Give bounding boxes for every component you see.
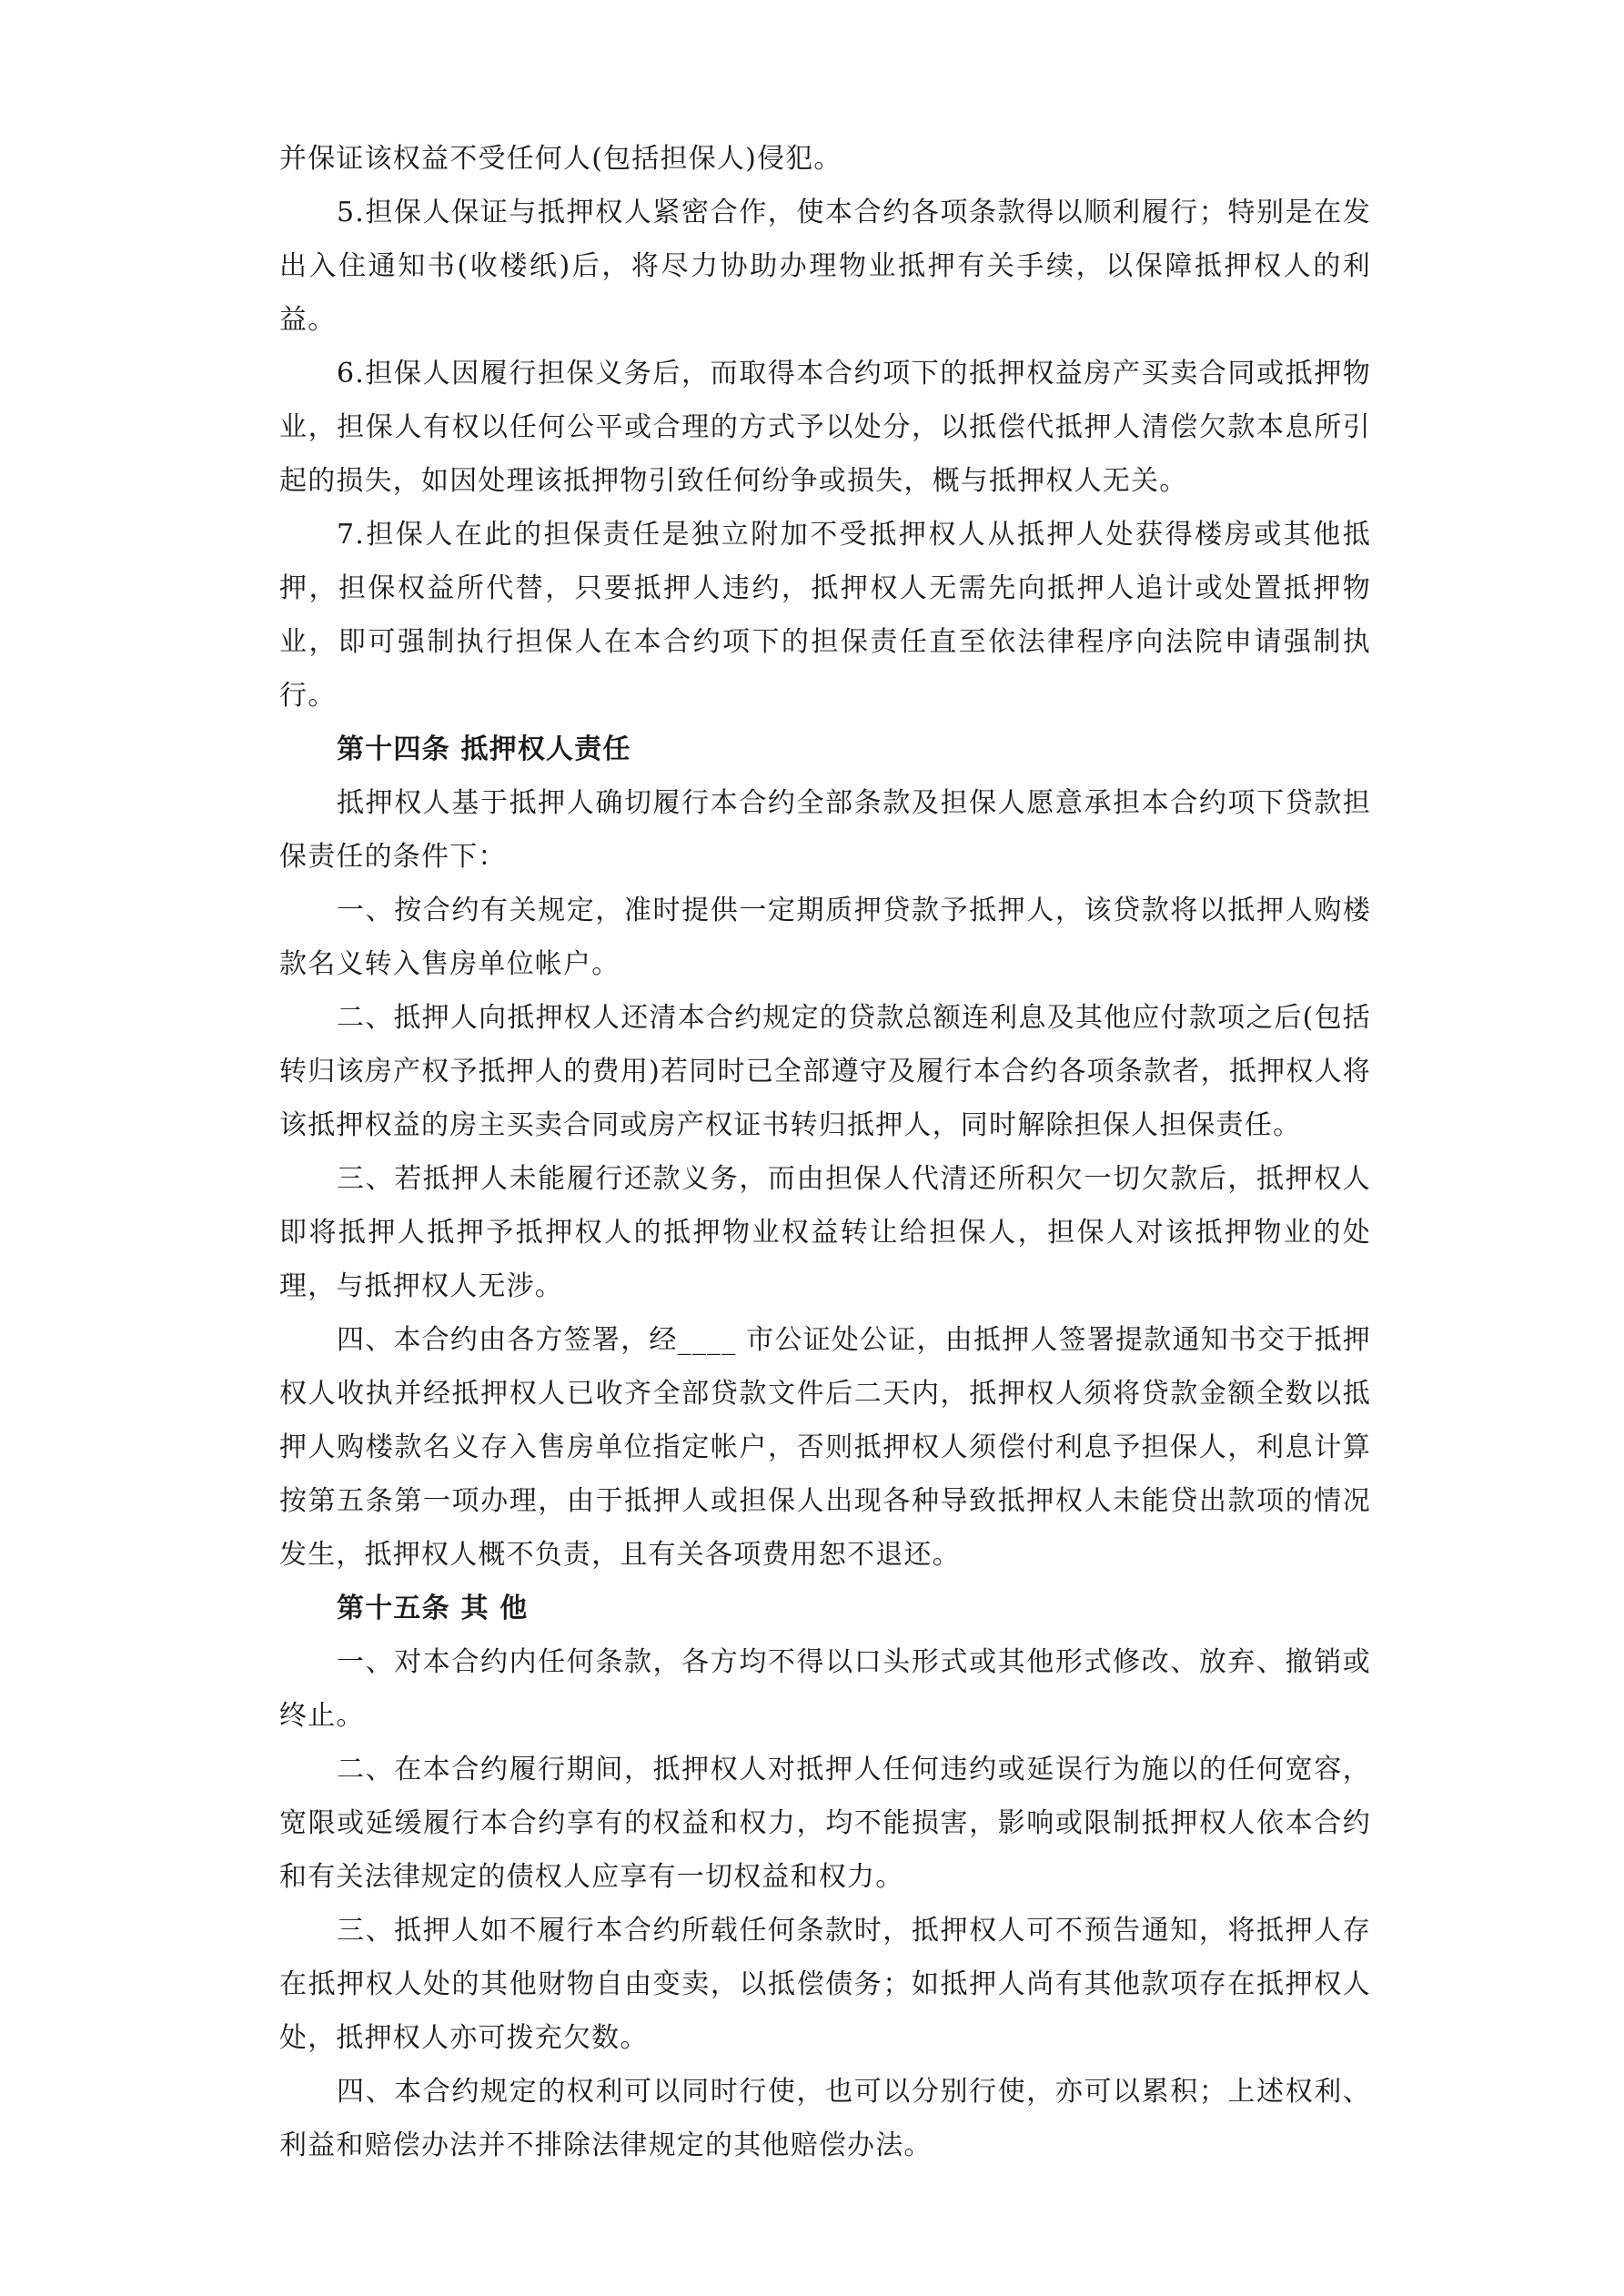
paragraph-clause-5: 5.担保人保证与抵押权人紧密合作，使本合约各项条款得以顺利履行；特别是在发出入住通知书(收楼纸)后，将尽力协助办理物业抵押有关手续，以保障抵押权人的利益。 [279, 197, 1371, 336]
article-15-item-4: 四、本合约规定的权利可以同时行使，也可以分别行使，亦可以累积；上述权利、利益和赔偿办法并不排除法律规定的其他赔偿办法。 [279, 2076, 1371, 2161]
article-15-item-1: 一、对本合约内任何条款，各方均不得以口头形式或其他形式修改、放弃、撤销或终止。 [279, 1646, 1371, 1732]
article-14-intro: 抵押权人基于抵押人确切履行本合约全部条款及担保人愿意承担本合约项下贷款担保责任的条件下： [279, 787, 1371, 873]
article-15-item-3: 三、抵押人如不履行本合约所载任何条款时，抵押权人可不预告通知，将抵押人存在抵押权人处的其他财物自由变卖，以抵偿债务；如抵押人尚有其他款项存在抵押权人处，抵押权人亦可拨充欠数。 [279, 1915, 1371, 2054]
article-14-item-1: 一、按合约有关规定，准时提供一定期质押贷款予抵押人，该贷款将以抵押人购楼款名义转入售房单位帐户。 [279, 895, 1371, 980]
article-14-item-4: 四、本合约由各方签署，经____ 市公证处公证，由抵押人签署提款通知书交于抵押权人收执并经抵押权人已收齐全部贷款文件后二天内，抵押权人须将贷款金额全数以抵押人购楼款名义存入售房单位指定帐户，否则抵押权人须偿付利息予担保人，利息计算按第五条第一项办理，由于抵押人或担保人出现各种导致抵押权人未能贷出款项的情况发生，抵押权人概不负责，且有关各项费用恕不退还。 [279, 1324, 1371, 1571]
paragraph-clause-7: 7.担保人在此的担保责任是独立附加不受抵押权人从抵押人处获得楼房或其他抵押，担保权益所代替，只要抵押人违约，抵押权人无需先向抵押人追计或处置抵押物业，即可强制执行担保人在本合约项下的担保责任直至依法律程序向法院申请强制执行。 [279, 519, 1371, 712]
article-14-item-2: 二、抵押人向抵押权人还清本合约规定的贷款总额连利息及其他应付款项之后(包括转归该房产权予抵押人的费用)若同时已全部遵守及履行本合约各项条款者，抵押权人将该抵押权益的房主买卖合同或房产权证书转归抵押人，同时解除担保人担保责任。 [279, 1002, 1371, 1141]
article-14-heading: 第十四条 抵押权人责任 [337, 733, 631, 765]
article-14-item-3: 三、若抵押人未能履行还款义务，而由担保人代清还所积欠一切欠款后，抵押权人即将抵押人抵押予抵押权人的抵押物业权益转让给担保人，担保人对该抵押物业的处理，与抵押权人无涉。 [279, 1163, 1371, 1302]
article-15-item-2: 二、在本合约履行期间，抵押权人对抵押人任何违约或延误行为施以的任何宽容，宽限或延缓履行本合约享有的权益和权力，均不能损害，影响或限制抵押权人依本合约和有关法律规定的债权人应享有一切权益和权力。 [279, 1754, 1371, 1893]
paragraph-continuation: 并保证该权益不受任何人(包括担保人)侵犯。 [279, 143, 842, 175]
document-body [279, 132, 1371, 2172]
article-15-heading: 第十五条 其 他 [337, 1593, 529, 1624]
paragraph-clause-6: 6.担保人因履行担保义务后，而取得本合约项下的抵押权益房产买卖合同或抵押物业，担保人有权以任何公平或合理的方式予以处分，以抵偿代抵押人清偿欠款本息所引起的损失，如因处理该抵押物引致任何纷争或损失，概与抵押权人无关。 [279, 358, 1371, 497]
